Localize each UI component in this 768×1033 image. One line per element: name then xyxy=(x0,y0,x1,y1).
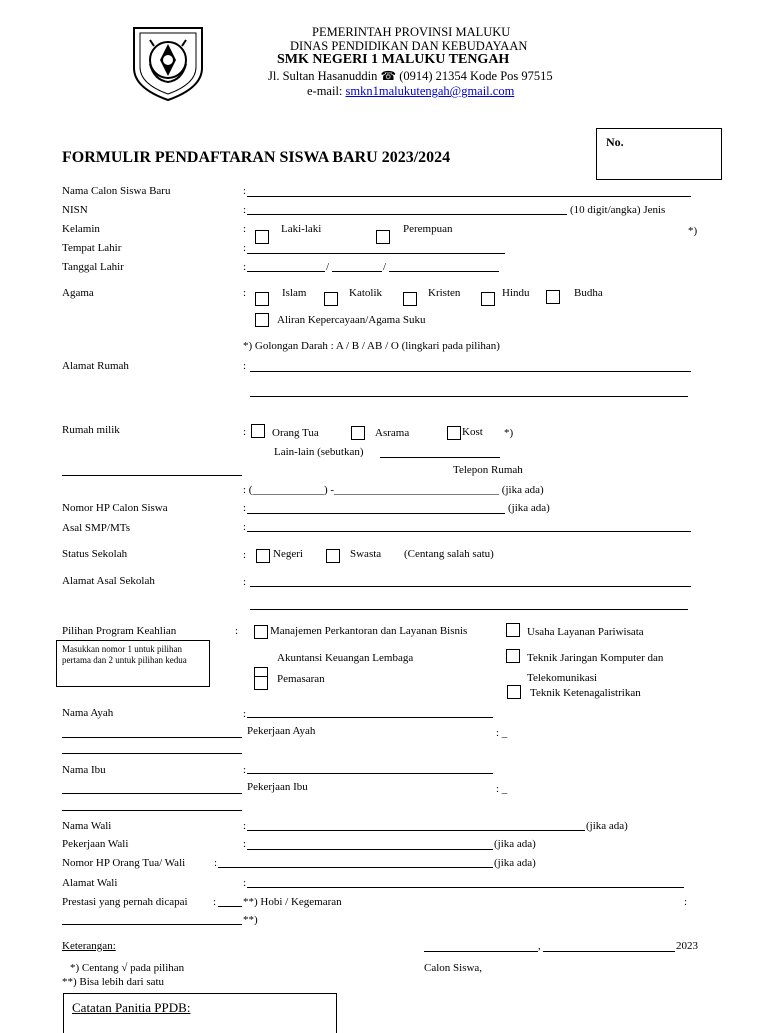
line-prestasi-2 xyxy=(62,924,242,925)
colon: : xyxy=(243,877,247,889)
label-alamat-wali: Alamat Wali xyxy=(62,877,118,889)
colon: : xyxy=(684,896,688,908)
input-nama[interactable] xyxy=(247,196,691,197)
header-school-name: SMK NEGERI 1 MALUKU TENGAH xyxy=(277,52,510,67)
line-ayah-left xyxy=(62,737,242,738)
label-budha: Budha xyxy=(574,287,603,299)
footer-note-2: **) Bisa lebih dari satu xyxy=(62,976,165,988)
label-pekerjaan-wali: Pekerjaan Wali xyxy=(62,838,129,850)
label-rumah-milik: Rumah milik xyxy=(62,424,120,436)
star-note: *) xyxy=(504,427,514,439)
label-telepon-rumah: Telepon Rumah xyxy=(453,464,523,476)
line-ibu-left xyxy=(62,793,242,794)
checkbox-orang-tua[interactable] xyxy=(251,424,265,438)
checkbox-negeri[interactable] xyxy=(256,549,270,563)
input-tempat-lahir[interactable] xyxy=(247,253,505,254)
label-nama: Nama Calon Siswa Baru xyxy=(62,185,171,197)
checkbox-mpl[interactable] xyxy=(254,625,268,639)
input-nomor-hp-ortu[interactable] xyxy=(218,867,493,868)
checkbox-asrama[interactable] xyxy=(351,426,365,440)
input-asal-smp[interactable] xyxy=(247,531,691,532)
header-department: DINAS PENDIDIKAN DAN KEBUDAYAAN xyxy=(290,39,528,53)
label-pemasaran: Pemasaran xyxy=(277,673,325,685)
keterangan-label: Keterangan: xyxy=(62,940,116,952)
footer-year: 2023 xyxy=(676,940,698,952)
label-nomor-hp: Nomor HP Calon Siswa xyxy=(62,502,168,514)
star-note: *) xyxy=(688,225,698,237)
checkbox-hindu[interactable] xyxy=(481,292,495,306)
line-ayah-2 xyxy=(62,753,242,754)
input-alamat-wali[interactable] xyxy=(247,887,684,888)
colon: : xyxy=(243,820,247,832)
label-kelamin: Kelamin xyxy=(62,223,100,235)
form-title: FORMULIR PENDAFTARAN SISWA BARU 2023/2024 xyxy=(62,149,451,166)
label-mpl: Manajemen Perkantoran dan Layanan Bisnis xyxy=(270,625,468,637)
checkbox-islam[interactable] xyxy=(255,292,269,306)
input-alamat-rumah-1[interactable] xyxy=(250,371,691,372)
input-nisn[interactable] xyxy=(247,214,567,215)
label-pilihan-program: Pilihan Program Keahlian xyxy=(62,625,177,637)
double-star: **) xyxy=(243,914,258,926)
colon: : xyxy=(235,625,239,637)
label-asrama: Asrama xyxy=(375,427,410,439)
input-tahun[interactable] xyxy=(389,271,499,272)
colon: : xyxy=(243,426,247,438)
checkbox-ulp[interactable] xyxy=(506,623,520,637)
label-tanggal-lahir: Tanggal Lahir xyxy=(62,261,124,273)
input-alamat-asal-2[interactable] xyxy=(250,609,688,610)
label-tjk: Teknik Jaringan Komputer dan Telekomunikasi xyxy=(527,652,664,684)
checkbox-kristen[interactable] xyxy=(403,292,417,306)
input-nama-ayah[interactable] xyxy=(247,717,493,718)
jika-ada: (jika ada) xyxy=(508,502,550,514)
label-nama-wali: Nama Wali xyxy=(62,820,112,832)
colon: : xyxy=(213,896,217,908)
label-agama: Agama xyxy=(62,287,94,299)
checkbox-laki[interactable] xyxy=(255,230,269,244)
checkbox-katolik[interactable] xyxy=(324,292,338,306)
signature-date[interactable] xyxy=(543,951,675,952)
header-government: PEMERINTAH PROVINSI MALUKU xyxy=(312,25,511,39)
input-nomor-hp[interactable] xyxy=(247,513,505,514)
slash: / xyxy=(326,261,330,273)
label-laki: Laki-laki xyxy=(281,223,322,235)
label-hindu: Hindu xyxy=(502,287,530,299)
header-address: Jl. Sultan Hasanuddin ☎ (0914) 21354 Kode Pos 97515 xyxy=(268,69,553,83)
label-nisn: NISN xyxy=(62,204,88,216)
input-alamat-rumah-2[interactable] xyxy=(250,396,688,397)
colon: : xyxy=(243,242,247,254)
colon: : xyxy=(243,576,247,588)
label-nama-ayah: Nama Ayah xyxy=(62,707,114,719)
label-tk: Teknik Ketenagalistrikan xyxy=(530,687,641,699)
label-asal-smp: Asal SMP/MTs xyxy=(62,522,130,534)
colon: : xyxy=(243,764,247,776)
number-box[interactable] xyxy=(596,128,722,180)
label-prestasi: Prestasi yang pernah dicapai xyxy=(62,896,188,908)
colon: : xyxy=(243,223,247,235)
label-swasta: Swasta xyxy=(350,548,382,560)
checkbox-aliran[interactable] xyxy=(255,313,269,327)
checkbox-budha[interactable] xyxy=(546,290,560,304)
comma: , xyxy=(538,940,541,952)
signature-place[interactable] xyxy=(424,951,538,952)
label-alamat-asal: Alamat Asal Sekolah xyxy=(62,575,155,587)
label-aliran: Aliran Kepercayaan/Agama Suku xyxy=(277,314,426,326)
colon: : xyxy=(243,204,247,216)
note-box xyxy=(56,640,210,687)
checkbox-perempuan[interactable] xyxy=(376,230,390,244)
label-lain-lain: Lain-lain (sebutkan) xyxy=(274,446,364,458)
label-status-sekolah: Status Sekolah xyxy=(62,548,128,560)
calon-siswa-label: Calon Siswa, xyxy=(424,962,483,974)
email-label: e-mail: xyxy=(307,84,343,98)
slash: / xyxy=(383,261,387,273)
catatan-box[interactable] xyxy=(63,993,337,1033)
colon: : xyxy=(243,838,247,850)
colon: : xyxy=(243,708,247,720)
note-box-text: Masukkan nomor 1 untuk pilihan pertama dan 2 untuk pilihan kedua xyxy=(62,644,187,665)
colon: : _ xyxy=(496,783,508,795)
catatan-label: Catatan Panitia PPDB: xyxy=(72,1000,191,1015)
colon: : xyxy=(243,287,247,299)
colon: : xyxy=(214,857,218,869)
checkbox-kost[interactable] xyxy=(447,426,461,440)
input-pekerjaan-wali[interactable] xyxy=(247,849,493,850)
school-logo xyxy=(128,24,208,102)
checkbox-tk[interactable] xyxy=(507,685,521,699)
input-telepon-rumah[interactable]: : (_____________) -______________________________ (jika ada) xyxy=(243,484,544,496)
label-pekerjaan-ibu: Pekerjaan Ibu xyxy=(247,781,308,793)
colon: : xyxy=(243,549,247,561)
label-katolik: Katolik xyxy=(349,287,382,299)
label-islam: Islam xyxy=(282,287,307,299)
label-kristen: Kristen xyxy=(428,287,461,299)
label-pekerjaan-ayah: Pekerjaan Ayah xyxy=(247,725,316,737)
input-tanggal[interactable] xyxy=(247,271,325,272)
colon: : xyxy=(243,360,247,372)
header-email-row xyxy=(307,85,514,98)
label-hobi: **) Hobi / Kegemaran xyxy=(243,896,342,908)
input-prestasi[interactable] xyxy=(218,906,242,907)
centang-salah-satu: (Centang salah satu) xyxy=(404,548,494,560)
label-orang-tua: Orang Tua xyxy=(272,427,319,439)
label-alamat-rumah: Alamat Rumah xyxy=(62,360,129,372)
colon: : xyxy=(243,502,247,514)
colon: : _ xyxy=(496,727,508,739)
jika-ada: (jika ada) xyxy=(586,820,628,832)
input-lain-lain[interactable] xyxy=(380,457,500,458)
label-negeri: Negeri xyxy=(273,548,303,560)
colon: : xyxy=(243,261,247,273)
jika-ada: (jika ada) xyxy=(494,857,536,869)
label-tempat-lahir: Tempat Lahir xyxy=(62,242,122,254)
email-link[interactable]: smkn1malukutengah@gmail.com xyxy=(345,84,515,98)
line-ibu-2 xyxy=(62,810,242,811)
label-nomor-hp-ortu: Nomor HP Orang Tua/ Wali xyxy=(62,857,186,869)
label-kost: Kost xyxy=(462,426,483,438)
colon: : xyxy=(243,521,247,533)
checkbox-swasta[interactable] xyxy=(326,549,340,563)
checkbox-pemasaran[interactable] xyxy=(254,676,268,690)
jika-ada: (jika ada) xyxy=(494,838,536,850)
line-left-rumah xyxy=(62,475,242,476)
golongan-darah: *) Golongan Darah : A / B / AB / O (lingkari pada pilihan) xyxy=(243,340,500,352)
input-bulan[interactable] xyxy=(332,271,382,272)
label-ulp: Usaha Layanan Pariwisata xyxy=(527,626,644,638)
input-nama-ibu[interactable] xyxy=(247,773,493,774)
number-label: No. xyxy=(606,135,624,149)
input-alamat-asal-1[interactable] xyxy=(250,586,691,587)
label-perempuan: Perempuan xyxy=(403,223,453,235)
checkbox-tjk[interactable] xyxy=(506,649,520,663)
label-akl: Akuntansi Keuangan Lembaga xyxy=(277,652,414,664)
input-nama-wali[interactable] xyxy=(247,830,585,831)
nisn-note: (10 digit/angka) Jenis xyxy=(570,204,666,216)
colon: : xyxy=(243,185,247,197)
footer-note-1: *) Centang √ pada pilihan xyxy=(70,962,185,974)
label-nama-ibu: Nama Ibu xyxy=(62,764,106,776)
